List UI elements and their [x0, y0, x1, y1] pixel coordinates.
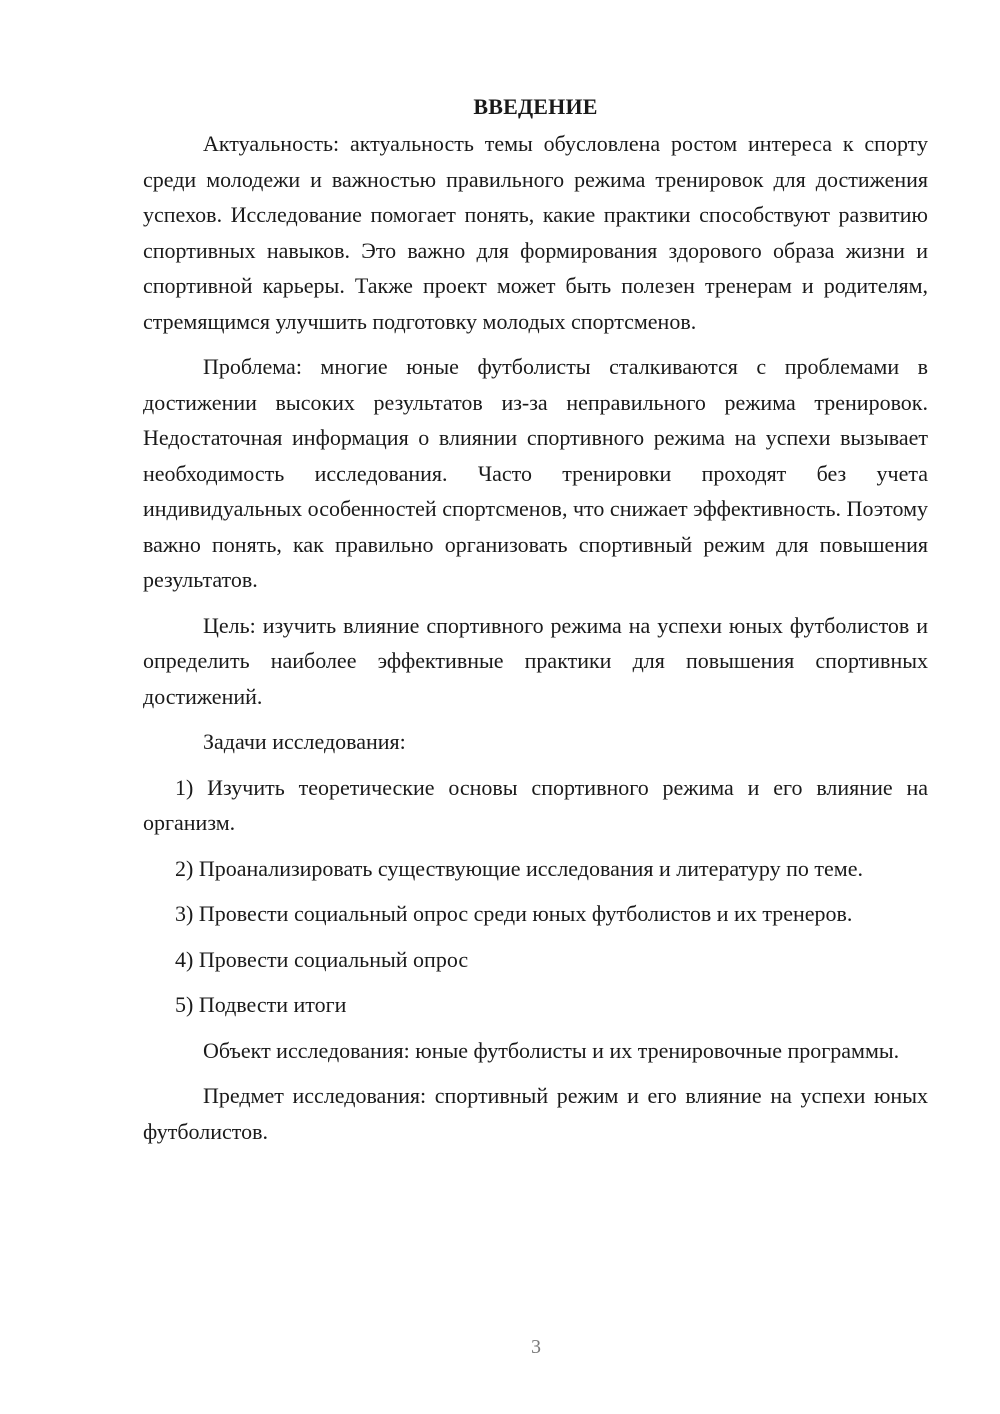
paragraph-object: Объект исследования: юные футболисты и их тренировочные программы.: [203, 1037, 900, 1063]
section-heading: ВВЕДЕНИЕ: [473, 94, 598, 119]
task-item-3: 3) Провести социальный опрос среди юных футболистов и их тренеров.: [175, 901, 853, 926]
page-number: 3: [531, 1336, 541, 1358]
page-content: [143, 92, 928, 1159]
paragraph-tasks-intro: Задачи исследования:: [203, 729, 406, 754]
paragraph-subject: Предмет исследования: спортивный режим и его влияние на успехи юных футболистов.: [143, 1083, 928, 1144]
task-item-1: 1) Изучить теоретические основы спортивного режима и его влияние на организм.: [143, 774, 928, 835]
task-item-2: 2) Проанализировать существующие исследования и литературу по теме.: [175, 855, 863, 881]
paragraph-problem: Проблема: многие юные футболисты сталкиваются с проблемами в достижении высоких результатов из-за неправильного режима тренировок. Недостаточная информация о влиянии спортивного режима на успехи вызывает необходимость исследования. Часто тренировки проходят без учета индивидуальных особенностей спортсменов, что снижает эффективность. Поэтому важно понять, как правильно организовать спортивный режим для повышения результатов.: [143, 354, 928, 592]
paragraph-relevance: Актуальность: актуальность темы обусловлена ростом интереса к спорту среди молодежи и важностью правильного режима тренировок для достижения успехов. Исследование помогает понять, какие практики способствуют развитию спортивных навыков. Это важно для формирования здорового образа жизни и спортивной карьеры. Также проект может быть полезен тренерам и родителям, стремящимся улучшить подготовку молодых спортсменов.: [143, 131, 928, 334]
task-item-5: 5) Подвести итоги: [175, 992, 347, 1017]
paragraph-goal: Цель: изучить влияние спортивного режима на успехи юных футболистов и определить наиболее эффективные практики для повышения спортивных достижений.: [143, 612, 928, 709]
task-item-4: 4) Провести социальный опрос: [175, 946, 469, 972]
